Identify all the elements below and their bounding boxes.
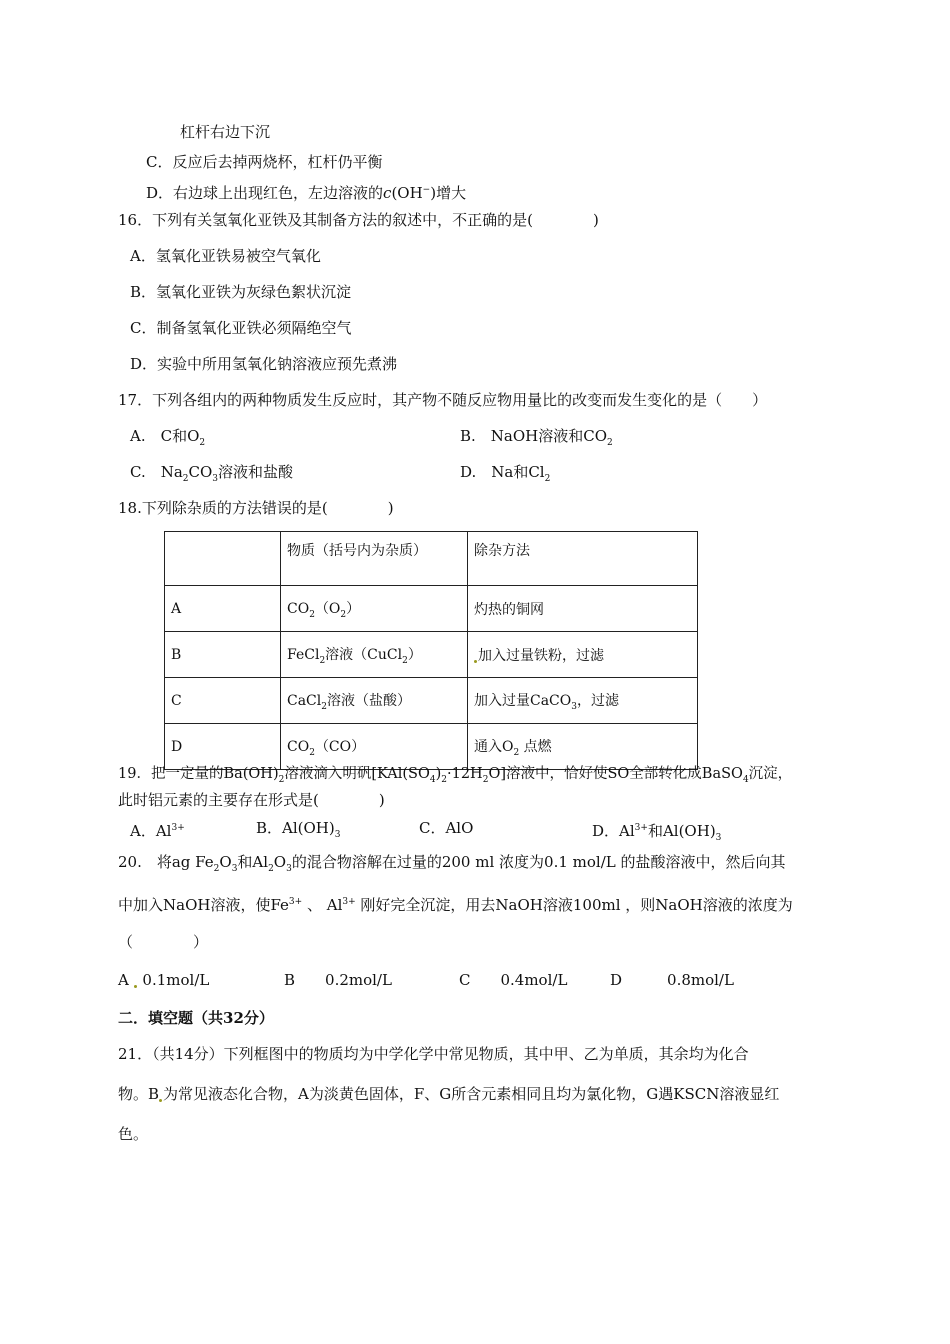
q17-option-b: B. NaOH溶液和$CO_2$ (460, 427, 613, 448)
q21-stem-line3: 色。 (118, 1125, 149, 1143)
substance-cell: FeCl$_2$溶液（CuCl$_2$） (281, 632, 468, 678)
substance-cell: $CO_2(CO)$ (281, 724, 468, 770)
q21-stem-line2: 物。B 为常见液态化合物，A为淡黄色固体，F、G所含元素相同且均为氯化物，G遇KSCN溶液显红 (118, 1085, 780, 1103)
q17-option-d: D. Na和$Cl_2$ (460, 463, 551, 484)
q19-option-b: B．$Al(OH)_3$ (256, 819, 341, 840)
q17-option-c: C. $Na_2CO_3$溶液和盐酸 (130, 463, 294, 484)
row-label: B (165, 632, 281, 678)
table-row (165, 724, 698, 770)
table-row (165, 632, 698, 678)
q18-stem: 18.下列除杂质的方法错误的是( ) (118, 499, 394, 517)
row-label: C (165, 678, 281, 724)
q20-option-a: A 0.1mol/L (118, 971, 210, 989)
q15-option-c: C．反应后去掉两烧杯，杠杆仍平衡 (146, 153, 383, 171)
table-row (165, 678, 698, 724)
q19-option-d: D．$Al^{3+}$和$Al(OH)_3$ (592, 822, 722, 843)
q19-stem-line2: 此时铝元素的主要存在形式是( ) (118, 791, 385, 809)
q16-option-c: C．制备氢氧化亚铁必须隔绝空气 (130, 319, 352, 337)
q20-option-d: D 0.8mol/L (610, 971, 734, 989)
stray-mark (134, 985, 137, 988)
q20-stem-line2: 中加入NaOH溶液，使$Fe^{3+}$ 、 $Al^{3+}$ 刚好完全沉淀，用去NaOH溶液100ml ，则NaOH溶液的浓度为 (118, 896, 793, 914)
substance-cell: CaCl$_2$溶液（盐酸） (281, 678, 468, 724)
method-cell: 加入过量铁粉，过滤 (468, 632, 698, 678)
q19-option-a: A．$Al^{3+}$ (130, 822, 185, 840)
q16-option-d: D．实验中所用氢氧化钠溶液应预先煮沸 (130, 355, 398, 373)
section-heading: 二．填空题（共32分） (118, 1009, 274, 1027)
q15-option-b-continuation: 杠杆右边下沉 (180, 123, 271, 141)
q16-option-b: B．氢氧化亚铁为灰绿色絮状沉淀 (130, 283, 352, 301)
method-cell: 加入过量CaCO$_3$，过滤 (468, 678, 698, 724)
table-header-cell: 除杂方法 (468, 532, 698, 586)
table-row (165, 586, 698, 632)
q21-stem-line1: 21．（共14分）下列框图中的物质均为中学化学中常见物质，其中甲、乙为单质，其余均为化合 (118, 1045, 749, 1063)
row-label: A (165, 586, 281, 632)
q15-option-d: D．右边球上出现红色，左边溶液的c(OH−)增大 (146, 184, 467, 202)
table-header-cell: 物质（括号内为杂质） (281, 532, 468, 586)
q17-option-a: A. C和$O_2$ (130, 427, 206, 448)
method-cell: 灼热的铜网 (468, 586, 698, 632)
substance-cell: $CO_2(O_2)$ (281, 586, 468, 632)
q18-table (164, 531, 698, 770)
q17-stem: 17．下列各组内的两种物质发生反应时，其产物不随反应物用量比的改变而发生变化的是（ ） (118, 391, 768, 409)
q20-option-c: C 0.4mol/L (459, 971, 568, 989)
q20-answer-paren: （ ） (118, 933, 209, 951)
q16-stem: 16．下列有关氢氧化亚铁及其制备方法的叙述中，不正确的是( ) (118, 211, 599, 229)
stray-mark (159, 1099, 162, 1102)
row-label: D (165, 724, 281, 770)
method-cell: 通入$O_2$ 点燃 (468, 724, 698, 770)
q16-option-a: A．氢氧化亚铁易被空气氧化 (130, 247, 321, 265)
table-header-cell (165, 532, 281, 586)
q20-option-b: B 0.2mol/L (284, 971, 392, 989)
table-header-row (165, 532, 698, 586)
q19-option-c: C．AlO (419, 819, 474, 837)
q19-stem-line1: 19．把一定量的$Ba(OH)_2$溶液滴入明矾$[KAl(SO_4)_2\cdot 12H_2O]$溶液中，恰好使SO全部转化成BaSO$_4$沉淀， (118, 766, 793, 785)
stray-mark (474, 660, 477, 663)
q20-stem-line1: 20. 将ag $Fe_2O_3$和$Al_2O_3$的混合物溶解在过量的200 ml 浓度为0.1 mol/L 的盐酸溶液中，然后向其 (118, 853, 786, 874)
